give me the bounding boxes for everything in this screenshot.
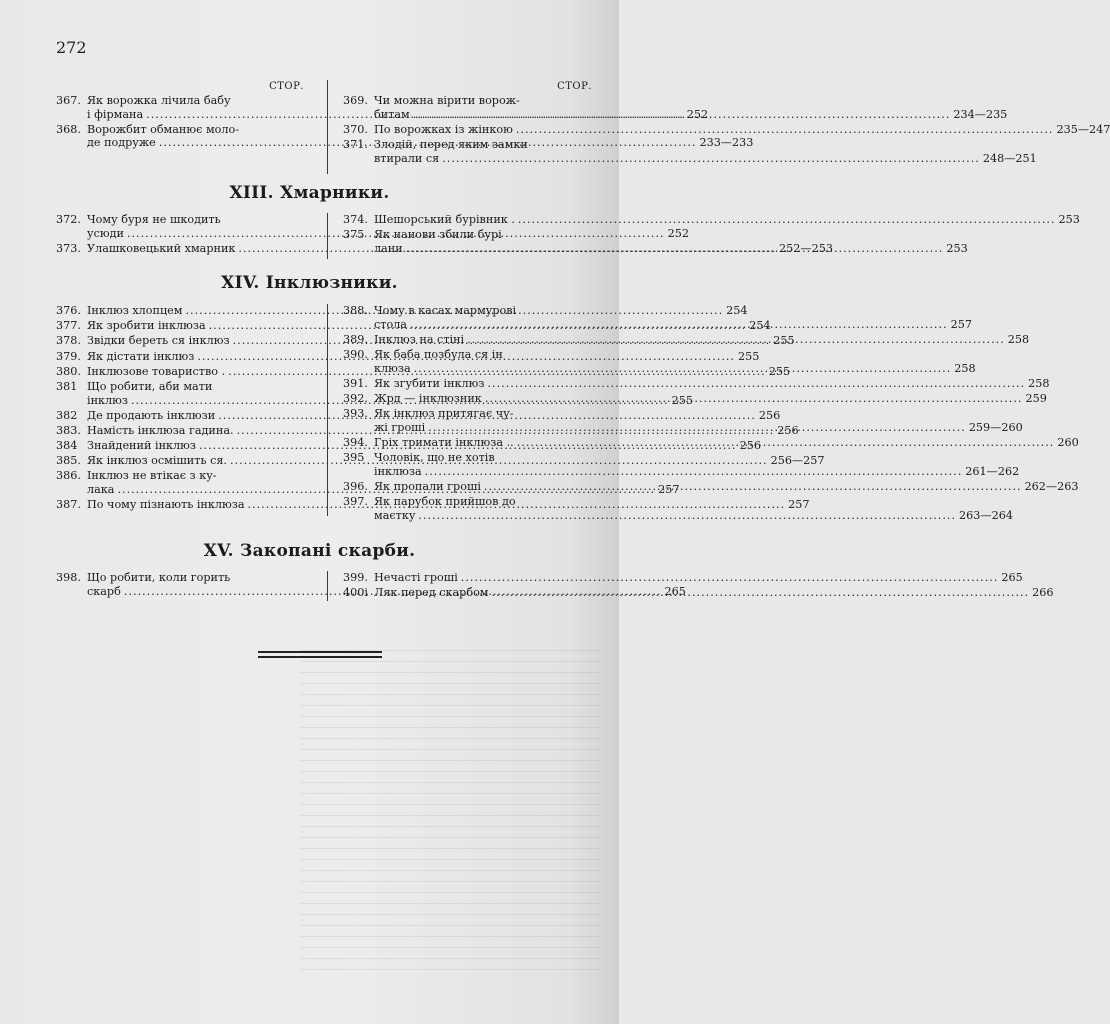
- entry-number: 371.: [343, 137, 368, 151]
- entry-page: 257: [658, 483, 680, 497]
- entry-title-line: Як ворожка лічила бабу: [87, 94, 231, 107]
- entry-page: 259: [1025, 391, 1047, 405]
- entry-title: стола: [374, 317, 407, 331]
- entry-number: 385.: [56, 454, 81, 468]
- entry-title-line: Чому в касах мармурові: [374, 304, 517, 317]
- entry-leader-line: [374, 571, 1023, 585]
- entry-leader-line: [374, 392, 1047, 406]
- entry-page: 257: [950, 317, 972, 331]
- entry-body: [374, 480, 1078, 494]
- entry-page: 265: [664, 584, 686, 598]
- dot-leader: [517, 436, 1055, 450]
- entry-title: Як згубити інклюз: [374, 376, 485, 390]
- entry-leader-line: [374, 586, 1054, 600]
- column-divider-s2: [327, 304, 328, 516]
- entry-leader-line: [374, 377, 1050, 391]
- entry-page: 255: [671, 393, 693, 407]
- dot-leader: [418, 509, 956, 523]
- entry-title: втирали ся: [374, 151, 440, 165]
- entry-number: 384: [56, 439, 78, 453]
- entry-title: жі гроші: [374, 420, 426, 434]
- entry-title: Знайдений інклюз: [87, 439, 196, 453]
- entry-page: 253: [946, 241, 968, 255]
- entry-number: 367.: [56, 94, 81, 107]
- entry-title-line: Ворожбит обманює моло-: [87, 122, 240, 136]
- entry-page: 234—235: [953, 107, 1008, 121]
- end-rule-top: [258, 651, 382, 653]
- toc-entry: [343, 376, 1050, 391]
- entry-number: 394.: [343, 435, 368, 449]
- right-column-s3: [343, 571, 1054, 601]
- entry-title: і фірмана: [87, 107, 144, 121]
- entry-title-line: Злодій, перед яким замки: [374, 137, 528, 151]
- dot-leader: [516, 123, 1054, 137]
- entry-title: Інклюз хлопцем: [87, 304, 183, 317]
- entry-number: 387.: [56, 498, 81, 512]
- entry-page: 258: [1028, 376, 1050, 390]
- entry-number: 392.: [343, 391, 368, 405]
- entry-page: 253: [1058, 213, 1080, 226]
- entry-page: 266: [1032, 586, 1054, 600]
- entry-page: 233—233: [699, 136, 754, 150]
- column-divider-s1: [327, 213, 328, 259]
- entry-number: 376.: [56, 304, 81, 317]
- entry-title: Нечасті гроші: [374, 571, 458, 584]
- section-title-xiii: XIII. Хмарники.: [229, 183, 390, 203]
- entry-number: 398.: [56, 571, 81, 584]
- entry-page: 255: [768, 364, 791, 378]
- entry-leader-line: [374, 436, 1079, 450]
- entry-leader-line: [374, 318, 972, 332]
- entry-title-line: Чому буря не шкодить: [87, 213, 221, 226]
- toc-entry: [343, 213, 1080, 227]
- entry-number: 389.: [343, 332, 368, 346]
- entry-body: [374, 586, 1054, 600]
- entry-title: Гріх тримати інклюза ..: [374, 435, 514, 449]
- entry-body: [374, 377, 1050, 391]
- entry-page: 257: [788, 498, 810, 512]
- entry-title: Як зробити інклюза: [87, 319, 206, 333]
- dot-leader: [485, 392, 1023, 406]
- entry-body: [374, 123, 1110, 137]
- entry-number: 374.: [343, 213, 368, 226]
- entry-title-line: Чи можна вірити ворож-: [374, 94, 520, 107]
- entry-title-line: Що робити, аби мати: [87, 379, 213, 393]
- entry-number: 368.: [56, 122, 81, 136]
- entry-leader-line: [374, 362, 976, 376]
- end-rule-bottom: [258, 656, 382, 658]
- entry-title: По чому пізнають інклюза: [87, 498, 245, 512]
- entry-number: 395: [343, 451, 365, 465]
- entry-title-line: Інклюз не втікає з ку-: [87, 469, 217, 483]
- entry-body: [374, 138, 1037, 165]
- entry-number: 386.: [56, 469, 81, 483]
- dot-leader: [406, 242, 944, 256]
- dot-leader: [461, 571, 999, 585]
- entry-title: Як інклюз осмішить ся.: [87, 454, 227, 468]
- entry-page: 255: [738, 349, 760, 363]
- entry-title: скарб: [87, 584, 121, 598]
- entry-number: 390.: [343, 347, 368, 361]
- entry-leader-line: [374, 480, 1078, 494]
- entry-body: [374, 451, 1019, 478]
- dot-leader: [484, 480, 1022, 494]
- entry-number: 379.: [56, 349, 81, 363]
- entry-leader-line: [374, 509, 1013, 523]
- entry-number: 400і: [343, 586, 368, 600]
- entry-title-line: Як інклюз притягає чу-: [374, 407, 514, 421]
- entry-number: 396.: [343, 479, 368, 493]
- entry-number: 382: [56, 408, 78, 422]
- entry-page: 248—251: [982, 151, 1037, 165]
- entry-leader-line: [374, 123, 1110, 137]
- entry-number: 370.: [343, 122, 368, 136]
- dot-leader: [488, 377, 1026, 391]
- entry-number: 399.: [343, 571, 368, 584]
- entry-number: 383.: [56, 423, 81, 437]
- entry-title: інклюза: [374, 464, 422, 478]
- entry-number: 373.: [56, 241, 81, 255]
- entry-page: 256—257: [770, 454, 825, 468]
- entry-page: 235—247: [1056, 122, 1110, 136]
- entry-title: де подруже: [87, 136, 156, 150]
- entry-title: Ляк перед скарбом: [374, 586, 489, 600]
- entry-page: 263—264: [959, 508, 1013, 522]
- entry-body: [374, 228, 968, 255]
- entry-page: 256: [739, 439, 761, 453]
- entry-title: інклюз: [87, 393, 128, 407]
- entry-page: 258: [1007, 332, 1030, 346]
- dot-leader: [518, 213, 1056, 227]
- entry-body: [374, 94, 1007, 121]
- entry-body: [374, 571, 1023, 585]
- section-title-xiv: XIV. Інклюзники.: [221, 273, 398, 293]
- entry-page: 261—262: [965, 464, 1020, 478]
- entry-page: 254: [749, 319, 771, 333]
- toc-entry: [343, 122, 1110, 137]
- entry-leader-line: [374, 152, 1037, 166]
- section-title-xv: XV. Закопані скарби.: [203, 541, 416, 561]
- dot-leader: [410, 318, 948, 332]
- dot-leader: [467, 333, 1005, 347]
- entry-page: 256: [758, 408, 781, 422]
- entry-title: битам: [374, 107, 410, 121]
- entry-leader-line: [374, 465, 1019, 479]
- entry-title: Де продають інклюзи: [87, 408, 216, 422]
- entry-body: [374, 213, 1080, 227]
- entry-title: клюза: [374, 361, 411, 375]
- entry-leader-line: [374, 108, 1007, 122]
- entry-body: [374, 333, 1029, 347]
- entry-title-line: Як парубок прийшов до: [374, 495, 516, 509]
- entry-number: 372.: [56, 213, 81, 226]
- entry-body: [374, 348, 976, 375]
- entry-page: 259—260: [968, 420, 1023, 434]
- entry-number: 380.: [56, 364, 81, 378]
- entry-leader-line: [374, 333, 1029, 347]
- entry-leader-line: [374, 242, 968, 256]
- entry-page: 254: [726, 304, 748, 317]
- page-column-header: СТОР.: [269, 81, 304, 92]
- dot-leader: [428, 421, 966, 435]
- entry-title: По ворожках із жінкою: [374, 122, 513, 136]
- entry-leader-line: [374, 213, 1080, 227]
- entry-page: 256: [777, 423, 799, 437]
- entry-title: Шешорський бурівник .: [374, 213, 515, 226]
- entry-title: Інклюзове товариство .: [87, 364, 226, 378]
- entry-body: [374, 407, 1023, 434]
- dot-leader: [413, 108, 951, 122]
- entry-title: Як пропали гроші: [374, 479, 481, 493]
- entry-title: Інклюз на стіні: [374, 332, 465, 346]
- entry-body: [374, 436, 1079, 450]
- entry-number: 378.: [56, 334, 81, 348]
- entry-page: 252—253: [779, 241, 833, 255]
- entry-title: Як дістати інклюз: [87, 349, 195, 363]
- entry-title-line: Як нанови збили бурі: [374, 228, 502, 242]
- entry-title-line: Як баба позбула ся ін: [374, 347, 503, 361]
- page-number: 272: [56, 38, 87, 57]
- dot-leader: [442, 152, 980, 166]
- bleed-through-texture: [300, 640, 600, 970]
- column-divider-s0: [327, 80, 328, 174]
- dot-leader: [414, 362, 952, 376]
- entry-number: 369.: [343, 94, 368, 107]
- entry-title: маєтку: [374, 508, 416, 522]
- entry-number: 393.: [343, 407, 368, 421]
- entry-number: 397.: [343, 495, 368, 509]
- entry-page: 260: [1057, 435, 1079, 449]
- dot-leader: [425, 465, 963, 479]
- entry-number: 388.: [343, 304, 368, 317]
- entry-title: усюди: [87, 226, 124, 240]
- entry-title: Намість інклюза гадина.: [87, 423, 234, 437]
- entry-leader-line: [374, 421, 1023, 435]
- entry-body: [374, 495, 1013, 522]
- entry-number: 381: [56, 379, 78, 393]
- entry-page: 252: [667, 226, 689, 240]
- dot-leader: [492, 586, 1030, 600]
- entry-number: 377.: [56, 319, 81, 333]
- entry-title-line: Що робити, коли горить: [87, 571, 231, 584]
- entry-title: лака: [87, 483, 115, 497]
- entry-title-line: Чоловік, що не хотів: [374, 451, 495, 465]
- entry-number: 375: [343, 228, 365, 242]
- entry-title: лани: [374, 241, 403, 255]
- entry-title: Жрд — інклюзник: [374, 391, 482, 405]
- entry-page: 265: [1001, 571, 1023, 584]
- entry-page: 258: [954, 361, 976, 375]
- column-divider-s3: [327, 571, 328, 601]
- entry-title: Звідки береть ся інклюз: [87, 334, 230, 348]
- entry-body: [374, 392, 1047, 406]
- entry-page: 262—263: [1024, 479, 1079, 493]
- entry-page: 252: [686, 107, 709, 121]
- entry-title: Улашковецький хмарник: [87, 241, 236, 255]
- toc-entry: [343, 571, 1023, 585]
- page-column-header: СТОР.: [557, 81, 592, 92]
- entry-body: [374, 304, 972, 331]
- entry-number: 391.: [343, 376, 368, 390]
- entry-page: 255: [773, 334, 795, 348]
